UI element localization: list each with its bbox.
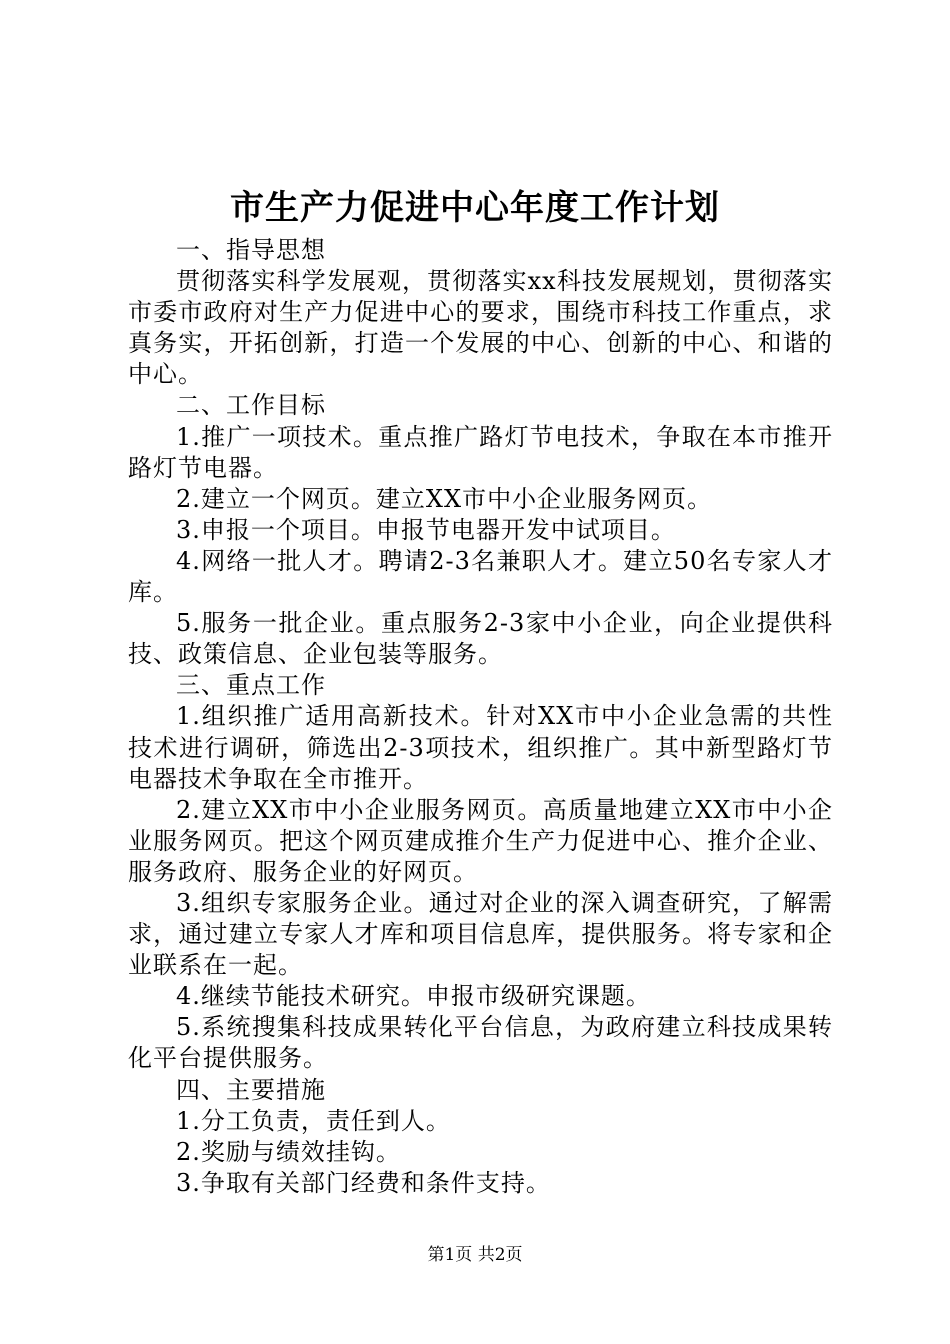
paragraph: 贯彻落实科学发展观，贯彻落实xx科技发展规划，贯彻落实市委市政府对生产力促进中心的要求，围绕市科技工作重点，求真务实，开拓创新，打造一个发展的中心、创新的中心、和谐的中心。 [128,267,833,389]
paragraph: 3.争取有关部门经费和条件支持。 [176,1168,551,1197]
document-title: 市生产力促进中心年度工作计划 [230,188,720,228]
paragraph: 1.分工负责，责任到人。 [176,1106,451,1135]
section-heading: 四、主要措施 [176,1075,326,1104]
paragraph: 3.申报一个项目。申报节电器开发中试项目。 [176,515,676,544]
paragraph: 2.建立一个网页。建立XX市中小企业服务网页。 [176,484,713,513]
paragraph: 4.网络一批人才。聘请2-3名兼职人才。建立50名专家人才库。 [128,546,833,607]
paragraph: 2.建立XX市中小企业服务网页。高质量地建立XX市中小企业服务网页。把这个网页建成推介生产力促进中心、推介企业、服务政府、服务企业的好网页。 [128,795,833,886]
page-number-footer: 第1页 共2页 [427,1245,523,1265]
paragraph: 1.推广一项技术。重点推广路灯节电技术，争取在本市推开路灯节电器。 [128,422,833,482]
section-heading: 二、工作目标 [176,391,326,420]
paragraph: 1.组织推广适用高新技术。针对XX市中小企业急需的共性技术进行调研，筛选出2-3项技术，组织推广。其中新型路灯节电器技术争取在全市推开。 [128,702,833,793]
paragraph: 2.奖励与绩效挂钩。 [176,1137,401,1166]
section-heading: 三、重点工作 [176,671,326,700]
paragraph: 5.系统搜集科技成果转化平台信息，为政府建立科技成果转化平台提供服务。 [128,1013,833,1073]
document-body [128,235,833,1199]
paragraph: 5.服务一批企业。重点服务2-3家中小企业，向企业提供科技、政策信息、企业包装等服务。 [128,609,833,669]
paragraph: 4.继续节能技术研究。申报市级研究课题。 [176,982,651,1011]
paragraph: 3.组织专家服务企业。通过对企业的深入调查研究，了解需求，通过建立专家人才库和项目信息库，提供服务。将专家和企业联系在一起。 [128,888,833,980]
section-heading: 一、指导思想 [176,236,326,264]
